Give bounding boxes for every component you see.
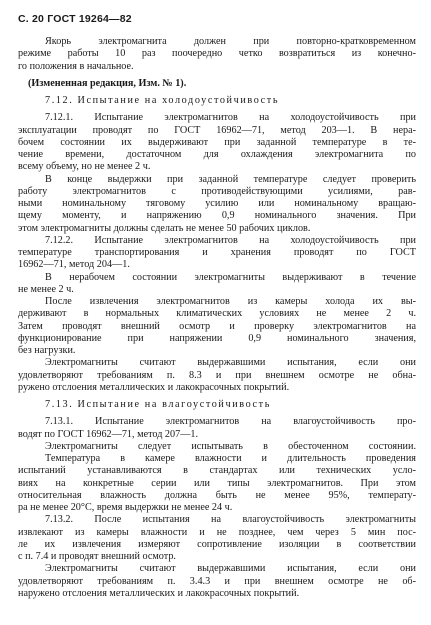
text-line: ра не менее 20°С, время выдержки не менее 24 ч.: [18, 502, 233, 513]
text-line: температуре транспортирования и хранения проводят по ГОСТ: [18, 247, 416, 258]
section-heading: 7.13. Испытание на влагоустойчивость: [45, 399, 271, 410]
text-line: водят по ГОСТ 16962—71, метод 207—1.: [18, 428, 199, 440]
text-line: эксплуатации проводят по ГОСТ 16962—71, метод 203—1. В нера-: [18, 124, 416, 136]
text-line: Электромагниты считают выдержавшими испытания, если они: [45, 357, 416, 369]
text-line: ружено отслоения металлических и лакокрасочных покрытий.: [18, 381, 290, 393]
amendment-note: (Измененная редакция, Изм. № 1).: [28, 77, 187, 89]
text-line: 7.12.2. Испытание электромагнитов на холодоустойчивость при: [45, 234, 416, 246]
text-line: этом электромагниты должны сделать не менее 50 рабочих циклов.: [18, 222, 311, 234]
text-line: Якорь электромагнита должен при повторно-кратковременном: [45, 36, 416, 47]
text-line: Температура в камере влажности и длительность проведения: [45, 453, 416, 464]
text-line: ле их извлечения измеряют сопротивление изоляции в соответствии: [18, 538, 416, 550]
text-line: испытаний устанавливаются в стандартах или технических усло-: [18, 465, 416, 477]
text-line: извлекают из камеры влажности и не позднее, чем через 5 мин пос-: [18, 526, 416, 538]
text-line: 7.12.1. Испытание электромагнитов на холодоустойчивость при: [45, 112, 416, 124]
text-line: режиме работы 10 раз поочередно четко возвратиться из конечно-: [18, 48, 416, 60]
text-line: Затем проводят внешний осмотр и проверку электромагнитов на: [18, 320, 416, 332]
text-line: ными номинальному тяговому усилию или номинальному вращаю-: [18, 198, 416, 209]
text-line: виях на конкретные серии или типы электромагнитов. При этом: [18, 477, 416, 489]
text-line: бочем состоянии их выдерживают при заданной температуре в те-: [18, 136, 416, 148]
text-line: удовлетворяют требованиям п. 3.4.3 и при внешнем осмотре не об-: [18, 575, 416, 587]
text-line: щему моменту, и напряжению 0,9 номинального значения. При: [18, 210, 416, 222]
text-line: с п. 7.4 и проводят внешний осмотр.: [18, 551, 176, 562]
text-line: без нагрузки.: [18, 345, 76, 356]
text-line: наружено отслоения металлических и лакокрасочных покрытий.: [18, 587, 300, 599]
text-line: держивают в нормальных климатических условиях не менее 2 ч.: [18, 308, 416, 320]
text-line: всему объему, но не менее 2 ч.: [18, 161, 151, 173]
text-line: 7.13.2. После испытания на влагоустойчивость электромагниты: [45, 514, 416, 526]
text-line: не менее 2 ч.: [18, 283, 74, 295]
text-line: чение времени, достаточном для охлаждения электромагнита по: [18, 149, 416, 160]
text-line: относительная влажность должна быть не менее 95%, температу-: [18, 489, 416, 501]
text-line: удовлетворяют требованиям п. 8.3 и при внешнем осмотре не обна-: [18, 369, 416, 381]
text-line: 16962—71, метод 204—1.: [18, 259, 130, 271]
document-body: [18, 36, 416, 600]
text-line: 7.13.1. Испытание электромагнитов на влагоустойчивость про-: [45, 416, 416, 428]
section-heading: 7.12. Испытание на холодоустойчивость: [45, 95, 280, 106]
text-line: функционирование при напряжении 0,9 номинального значения,: [18, 332, 416, 344]
text-line: Электромагниты следует испытывать в обесточенном состоянии.: [45, 440, 416, 452]
text-line: го положения в начальное.: [18, 60, 134, 72]
text-line: работу электромагнитов с противодействующими усилиями, рав-: [18, 185, 416, 197]
running-head: С. 20 ГОСТ 19264—82: [18, 13, 132, 25]
text-line: Электромагниты считают выдержавшими испытания, если они: [45, 563, 416, 575]
text-line: В нерабочем состоянии электромагниты выдерживают в течение: [45, 271, 416, 283]
text-line: В конце выдержки при заданной температуре следует проверить: [45, 173, 416, 185]
text-line: После извлечения электромагнитов из камеры холода их вы-: [45, 296, 416, 307]
